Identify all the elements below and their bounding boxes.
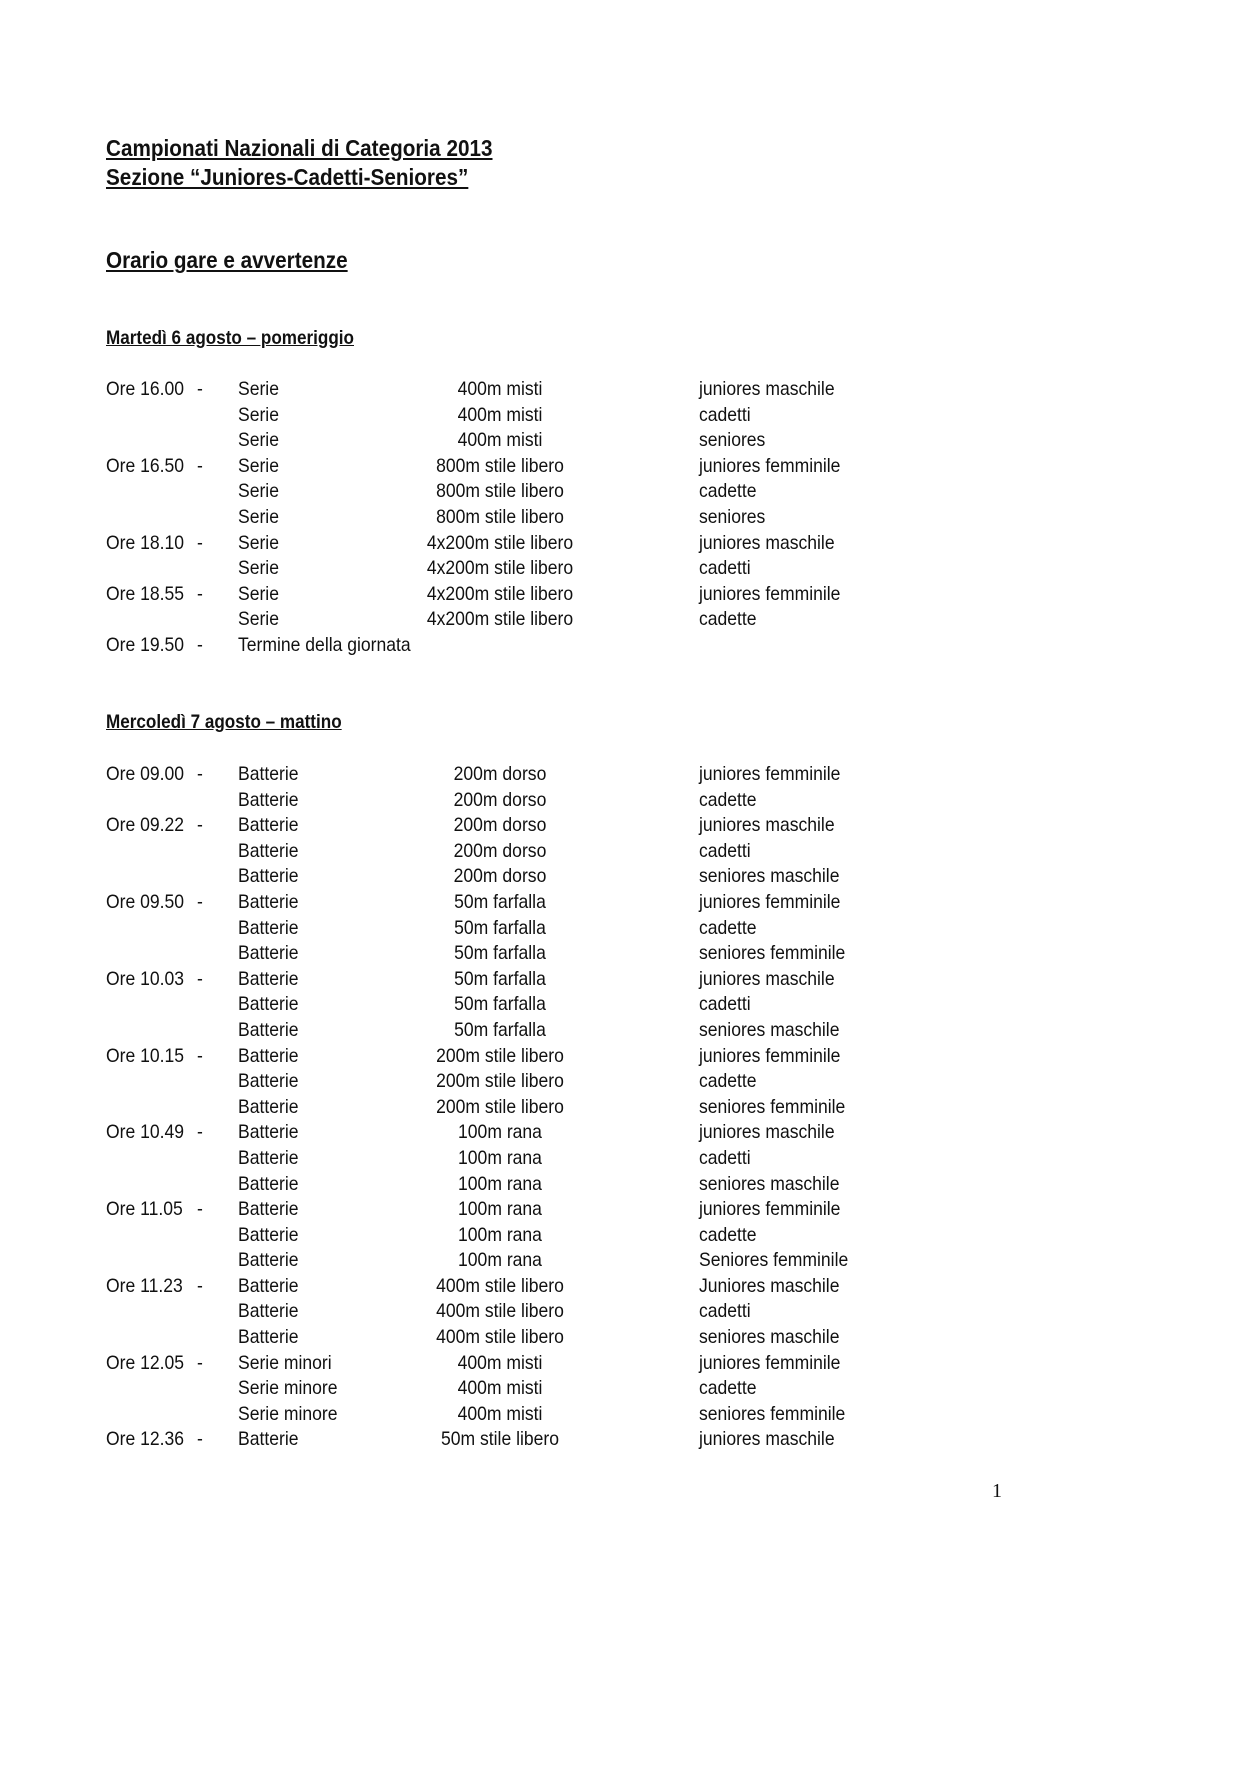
- schedule-row: [0, 556, 1102, 582]
- event-distance: 800m stile libero: [436, 480, 564, 503]
- schedule-row: [0, 864, 1102, 890]
- event-type: Batterie: [238, 1428, 299, 1451]
- event-type: Batterie: [238, 1274, 299, 1297]
- event-time: Ore 11.23: [106, 1274, 183, 1297]
- event-type: Batterie: [238, 942, 299, 965]
- time-dash: -: [197, 1121, 203, 1144]
- event-type: Serie: [238, 454, 279, 477]
- schedule-row: [0, 1120, 1102, 1146]
- event-category: juniores femminile: [699, 763, 841, 785]
- schedule-row: [0, 788, 1102, 814]
- event-time: Ore 19.50: [106, 633, 185, 656]
- schedule-row: [0, 582, 1102, 608]
- event-type: Serie: [238, 429, 279, 452]
- time-dash: -: [197, 814, 203, 837]
- event-type: Batterie: [238, 890, 299, 913]
- event-category: juniores maschile: [699, 814, 835, 837]
- event-distance: 200m dorso: [453, 865, 547, 888]
- event-type: Batterie: [238, 1223, 299, 1246]
- title-line-2: Sezione “Juniores-Cadetti-Seniores”: [106, 164, 469, 190]
- event-type: Serie: [238, 557, 279, 580]
- event-type: Batterie: [238, 1095, 299, 1118]
- event-distance: 800m stile libero: [436, 454, 564, 477]
- event-distance: 50m farfalla: [454, 993, 546, 1016]
- event-category: juniores maschile: [699, 967, 835, 990]
- event-distance: 50m farfalla: [454, 916, 546, 939]
- event-time: Ore 16.00: [106, 378, 185, 400]
- event-type: Serie: [238, 403, 279, 426]
- time-dash: -: [197, 1351, 203, 1374]
- schedule-row: [0, 1351, 1102, 1377]
- event-time: Ore 18.55: [106, 582, 185, 605]
- event-time: Ore 11.05: [106, 1198, 183, 1221]
- event-time: Ore 12.05: [106, 1351, 185, 1374]
- event-category: juniores femminile: [699, 1198, 841, 1221]
- event-category: cadette: [699, 480, 757, 503]
- day-heading-wednesday: Mercoledì 7 agosto – mattino: [106, 712, 342, 733]
- event-category: juniores femminile: [699, 1044, 841, 1067]
- event-time: Ore 10.15: [106, 1044, 185, 1067]
- event-type: Serie: [238, 531, 279, 554]
- event-category: cadetti: [699, 403, 751, 426]
- event-category: cadette: [699, 916, 757, 939]
- time-dash: -: [197, 967, 203, 990]
- event-distance: 50m farfalla: [454, 1018, 546, 1041]
- event-category: cadette: [699, 608, 757, 631]
- schedule-row: [0, 916, 1102, 942]
- event-type: Batterie: [238, 1018, 299, 1041]
- schedule-row: [0, 1299, 1102, 1325]
- time-dash: -: [197, 378, 203, 400]
- event-time: Ore 10.03: [106, 967, 185, 990]
- event-distance: 400m misti: [457, 403, 543, 426]
- time-dash: -: [197, 763, 203, 785]
- time-dash: -: [197, 531, 203, 554]
- event-distance: 200m dorso: [453, 814, 547, 837]
- event-type: Serie: [238, 480, 279, 503]
- event-distance: 4x200m stile libero: [426, 608, 574, 631]
- event-type: Serie: [238, 608, 279, 631]
- event-distance: 100m rana: [458, 1198, 542, 1221]
- event-category: cadetti: [699, 839, 751, 862]
- schedule-row: [0, 1044, 1102, 1070]
- event-distance: 200m dorso: [453, 763, 547, 785]
- time-dash: -: [197, 633, 203, 656]
- event-distance: 200m dorso: [453, 788, 547, 811]
- schedule-row: [0, 1325, 1102, 1351]
- schedule-row: [0, 428, 1102, 454]
- event-category: seniores maschile: [699, 1326, 840, 1349]
- event-category: juniores maschile: [699, 378, 835, 400]
- event-distance: 50m farfalla: [454, 967, 546, 990]
- schedule-row: [0, 992, 1102, 1018]
- event-distance: 100m rana: [458, 1223, 542, 1246]
- event-type: Batterie: [238, 814, 299, 837]
- event-type: Batterie: [238, 839, 299, 862]
- event-distance: 50m farfalla: [454, 890, 546, 913]
- event-type: Serie minore: [238, 1377, 338, 1400]
- event-type: Batterie: [238, 788, 299, 811]
- event-category: cadette: [699, 788, 757, 811]
- event-time: Ore 09.22: [106, 814, 185, 837]
- event-category: seniores maschile: [699, 865, 840, 888]
- schedule-row: [0, 1402, 1102, 1428]
- schedule-row: [0, 531, 1102, 557]
- event-time: Ore 18.10: [106, 531, 185, 554]
- event-type: Batterie: [238, 1326, 299, 1349]
- schedule-row: [0, 403, 1102, 429]
- schedule-wednesday: [0, 762, 1102, 1453]
- time-dash: -: [197, 582, 203, 605]
- event-category: cadette: [699, 1070, 757, 1093]
- schedule-row: [0, 1069, 1102, 1095]
- event-distance: 800m stile libero: [436, 505, 564, 528]
- event-category: juniores femminile: [699, 582, 841, 605]
- time-dash: -: [197, 1198, 203, 1221]
- event-type: Batterie: [238, 1146, 299, 1169]
- event-distance: 200m stile libero: [436, 1070, 564, 1093]
- event-distance: 400m stile libero: [436, 1300, 564, 1323]
- event-type: Batterie: [238, 1300, 299, 1323]
- event-time: Ore 16.50: [106, 454, 185, 477]
- schedule-row: [0, 762, 1102, 788]
- event-distance: 400m misti: [457, 378, 543, 400]
- event-distance: 4x200m stile libero: [426, 531, 574, 554]
- event-type: Batterie: [238, 967, 299, 990]
- schedule-row: [0, 377, 1102, 403]
- event-distance: 200m stile libero: [436, 1095, 564, 1118]
- event-type: Batterie: [238, 865, 299, 888]
- schedule-tuesday: [0, 377, 1102, 659]
- event-distance: 400m misti: [457, 429, 543, 452]
- event-category: seniores maschile: [699, 1172, 840, 1195]
- event-distance: 200m stile libero: [436, 1044, 564, 1067]
- schedule-row: [0, 890, 1102, 916]
- event-category: seniores femminile: [699, 942, 846, 965]
- schedule-row: [0, 839, 1102, 865]
- event-distance: 400m misti: [457, 1402, 543, 1425]
- event-category: juniores maschile: [699, 1121, 835, 1144]
- document-title: [106, 134, 493, 192]
- schedule-row: [0, 1197, 1102, 1223]
- event-category: seniores maschile: [699, 1018, 840, 1041]
- event-type: Termine della giornata: [238, 633, 411, 656]
- event-category: juniores femminile: [699, 1351, 841, 1374]
- event-type: Batterie: [238, 1044, 299, 1067]
- event-distance: 100m rana: [458, 1172, 542, 1195]
- schedule-row: [0, 1223, 1102, 1249]
- event-type: Serie minori: [238, 1351, 332, 1374]
- event-category: cadetti: [699, 1300, 751, 1323]
- event-type: Batterie: [238, 1070, 299, 1093]
- event-distance: 50m farfalla: [454, 942, 546, 965]
- event-time: Ore 10.49: [106, 1121, 185, 1144]
- schedule-row: [0, 1095, 1102, 1121]
- event-distance: 4x200m stile libero: [426, 582, 574, 605]
- page-number: 1: [992, 1480, 1002, 1502]
- event-distance: 400m stile libero: [436, 1326, 564, 1349]
- event-distance: 100m rana: [458, 1121, 542, 1144]
- title-line-1: Campionati Nazionali di Categoria 2013: [106, 135, 493, 161]
- event-type: Serie: [238, 505, 279, 528]
- schedule-row: [0, 454, 1102, 480]
- event-time: Ore 09.00: [106, 763, 185, 785]
- event-category: seniores femminile: [699, 1402, 846, 1425]
- schedule-row: [0, 813, 1102, 839]
- event-type: Serie: [238, 378, 279, 400]
- event-type: Batterie: [238, 763, 299, 785]
- event-time: Ore 09.50: [106, 890, 185, 913]
- event-category: cadetti: [699, 993, 751, 1016]
- event-distance: 400m misti: [457, 1377, 543, 1400]
- event-category: Seniores femminile: [699, 1249, 849, 1272]
- schedule-row: [0, 1172, 1102, 1198]
- event-type: Batterie: [238, 1198, 299, 1221]
- day-heading-tuesday: Martedì 6 agosto – pomeriggio: [106, 328, 354, 349]
- schedule-row: [0, 1427, 1102, 1453]
- schedule-row: [0, 1146, 1102, 1172]
- time-dash: -: [197, 890, 203, 913]
- schedule-row: [0, 1376, 1102, 1402]
- time-dash: -: [197, 454, 203, 477]
- event-type: Batterie: [238, 916, 299, 939]
- event-category: juniores femminile: [699, 890, 841, 913]
- event-category: cadetti: [699, 557, 751, 580]
- time-dash: -: [197, 1044, 203, 1067]
- schedule-row: [0, 633, 1102, 659]
- event-type: Serie: [238, 582, 279, 605]
- schedule-row: [0, 1248, 1102, 1274]
- schedule-row: [0, 505, 1102, 531]
- schedule-row: [0, 607, 1102, 633]
- event-distance: 4x200m stile libero: [426, 557, 574, 580]
- event-category: Juniores maschile: [699, 1274, 840, 1297]
- event-category: seniores femminile: [699, 1095, 846, 1118]
- time-dash: -: [197, 1428, 203, 1451]
- schedule-row: [0, 941, 1102, 967]
- event-type: Batterie: [238, 993, 299, 1016]
- event-distance: 100m rana: [458, 1249, 542, 1272]
- event-distance: 400m stile libero: [436, 1274, 564, 1297]
- event-distance: 200m dorso: [453, 839, 547, 862]
- schedule-row: [0, 1274, 1102, 1300]
- schedule-row: [0, 967, 1102, 993]
- section-title: Orario gare e avvertenze: [106, 247, 348, 273]
- event-type: Batterie: [238, 1172, 299, 1195]
- event-category: cadette: [699, 1223, 757, 1246]
- event-type: Batterie: [238, 1121, 299, 1144]
- event-distance: 50m stile libero: [440, 1428, 560, 1451]
- event-category: cadetti: [699, 1146, 751, 1169]
- event-category: juniores femminile: [699, 454, 841, 477]
- event-distance: 100m rana: [458, 1146, 542, 1169]
- schedule-row: [0, 1018, 1102, 1044]
- schedule-row: [0, 479, 1102, 505]
- event-type: Batterie: [238, 1249, 299, 1272]
- event-distance: 400m misti: [457, 1351, 543, 1374]
- event-category: seniores: [699, 505, 766, 528]
- event-type: Serie minore: [238, 1402, 338, 1425]
- event-category: juniores maschile: [699, 1428, 835, 1451]
- time-dash: -: [197, 1274, 203, 1297]
- event-time: Ore 12.36: [106, 1428, 185, 1451]
- event-category: juniores maschile: [699, 531, 835, 554]
- event-category: seniores: [699, 429, 766, 452]
- event-category: cadette: [699, 1377, 757, 1400]
